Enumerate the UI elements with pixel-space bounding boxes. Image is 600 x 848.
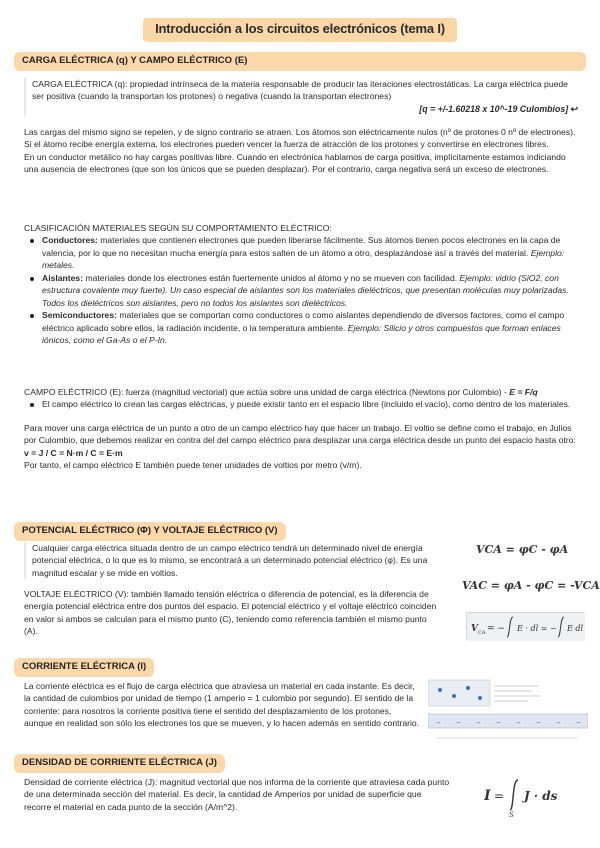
potential-box <box>24 542 440 579</box>
classification-title: CLASIFICACIÓN MATERIALES SEGÚN SU COMPORTAMIENTO ELÉCTRICO: <box>24 223 332 233</box>
charge-definition: CARGA ELÉCTRICA (q): propiedad intrínseca de la materia responsable de producir las iteraciones electrostáticas. La carga eléctrica puede ser positiva (cuando la transportan los protones) o negativa (cuando la transportan electrones) <box>32 79 568 102</box>
svg-text:−: − <box>496 719 502 726</box>
charge-paragraph-2: Las cargas del mismo signo se repelen, y de signo contrario se atraen. Los átomos son eléctricamente nulos (nº de protones 0 nº de electrones). Si el átomo recibe energía externa, los electrones pueden vencer la fuerza de atracción de los protones y convertirse en electrones libres. <box>24 127 576 150</box>
section-heading-current: CORRIENTE ELÉCTRICA (I) <box>14 658 154 677</box>
current-diagram <box>428 678 588 744</box>
svg-text:=: = <box>494 789 505 803</box>
charge-paragraphs <box>24 126 578 176</box>
current-diagram-figure <box>428 678 588 744</box>
svg-text:−: − <box>556 719 562 726</box>
classification-list <box>24 234 578 346</box>
voltage-integral-image <box>466 612 584 640</box>
svg-text:−: − <box>576 719 582 726</box>
integral-figure <box>467 613 585 641</box>
charge-paragraph-3: En un conductor metálico no hay cargas positivas libre. Cuando en electrónica hablamos de carga positiva, implícitamente estamos indiciando una ausencia de electrones (que son los únicos que se pueden desplazar). Por el contrario, carga negativa será un exceso de electrones. <box>24 151 566 175</box>
svg-text:CA: CA <box>478 630 486 636</box>
volt-definition: Para mover una carga eléctrica de un punto a otro de un campo eléctrico hay que hacer un trabajo. El voltio se define como el trabajo, en Julios por Culombio, que debemos realizar en contra del del campo eléctrico para desplazar una carga eléctrica desde un punto del espacio hasta otro: v = J / C = N·m / C = E·m <box>24 423 576 458</box>
svg-text:−: − <box>476 719 482 726</box>
list-item: Conductores: materiales que contienen electrones que pueden liberarse fácilmente. Sus átomos tienen pocos electrones en la capa de valencia, por lo que no necesitan mucha energía para estos salten de un átomo a otro, desplazándose así a través del material. Ejemplo: metales. <box>24 234 578 271</box>
svg-text:−: − <box>436 719 442 726</box>
density-integral-figure <box>484 774 574 818</box>
list-item: Semiconductores: materiales que se comportan como conductores o como aislantes dependiendo de diversos factores, como el campo eléctrico aplicado sobre ellos, la radiación incidente, o la temperatura ambiente. Ejemplo: Silicio y otros compuestos que forman enlaces iónicos, como el Ga-As o el P-In. <box>24 309 578 346</box>
svg-text:−: − <box>456 719 462 726</box>
svg-text:= −: = − <box>487 624 505 634</box>
section-heading-density: DENSIDAD DE CORRIENTE ELÉCTRICA (J) <box>14 754 225 773</box>
title-bar <box>0 0 600 44</box>
section-heading-charge: CARGA ELÉCTRICA (q) Y CAMPO ELÉCTRICO (E) <box>14 52 586 71</box>
field-definition: CAMPO ELÉCTRICO (E): fuerza (magnitud vectorial) que actúa sobre una unidad de carga eléctrica (Newtons por Culombio) - E = F/q <box>24 387 538 397</box>
charge-definition-box <box>24 78 578 116</box>
list-item: Aislantes: materiales donde los electrones están fuertemente unidos al átomo y no se mueven con facilidad. Ejemplo: vidrio (SiO2, con estructura covalente muy fuerte). Un caso especial de aislantes son los materiales dieléctricos, que presentan moléculas muy polarizadas. Todos los dieléctricos son aislantes, pero no todos los aislantes son dieléctricos. <box>24 272 578 309</box>
density-paragraph: Densidad de corriente eléctrica (J): magnitud vectorial que nos informa de la corriente que atraviesa cada punto de una determinada sección del material. Es decir, la cantidad de Amperios por unidad de superficie que recorre el material en cada punto de la sección (A/m^2). <box>24 777 450 812</box>
current-paragraph: La corriente eléctrica es el flujo de carga eléctrica que atraviesa un material en cada instante. Es decir, la cantidad de culombios por unidad de tiempo (1 amperio = 1 culombio por segundo). El sentido de la corriente: para nosotros la corriente positiva tiene el sentido del desplazamiento de los protones, aunque en realidad son sólo los electrones los que se mueven, y lo hacen además en sentido contrario. <box>24 681 420 729</box>
svg-text:J · ds: J · ds <box>524 789 558 803</box>
field-block <box>24 386 578 411</box>
voltage-paragraph: VOLTAJE ELÉCTRICO (V): también llamado tensión eléctrica o diferencia de potencial, es la diferencia de energía potencial eléctrica entre dos puntos del espacio. El potencial eléctrico y el voltaje eléctrico coinciden en valor si ambos se calculan para el mismo punto (C), teniendo como referencia también el mismo punto (A). <box>24 589 437 637</box>
voltage-box <box>24 588 440 638</box>
svg-text:S: S <box>509 811 514 818</box>
charge-formula: [q = +/-1.60218 x 10^-19 Culombios] ↩ <box>419 103 578 114</box>
classification-block <box>24 222 578 347</box>
page-title: Introducción a los circuitos electrónicos (tema I) <box>143 18 457 42</box>
svg-text:−: − <box>516 719 522 726</box>
density-block <box>24 776 450 813</box>
density-integral <box>484 774 574 818</box>
section-heading-potential: POTENCIAL ELÉCTRICO (Φ) Y VOLTAJE ELÉCTRICO (V) <box>14 522 286 541</box>
svg-text:−: − <box>536 719 542 726</box>
svg-text:E · dl = −: E · dl = − <box>517 624 557 633</box>
field-units: Por tanto, el campo eléctrico E también puede tener unidades de voltios por metro (v/m). <box>24 460 362 471</box>
svg-text:V: V <box>471 624 478 634</box>
svg-text:E dl: E dl <box>567 624 584 633</box>
potential-paragraph: Cualquier carga eléctrica situada dentro de un campo eléctrico tendrá un determinado nivel de energía potencial eléctrica, o lo que es lo mismo, se encontrará a un determinado potencial eléctrico (φ). Es una magnitud escalar y se mide en voltios. <box>32 543 428 578</box>
equation-vac: VAC = φA - φC = -VCA <box>462 579 600 592</box>
field-list <box>24 398 578 410</box>
current-block <box>24 680 420 730</box>
equation-vca: VCA = φC - φA <box>476 543 569 556</box>
voltage-paragraphs <box>24 422 578 472</box>
list-item: El campo eléctrico lo crean las cargas eléctricas, y puede existir tanto en el espacio libre (incluido el vacío), como dentro de los materiales. <box>24 398 578 410</box>
svg-text:I: I <box>484 788 491 804</box>
